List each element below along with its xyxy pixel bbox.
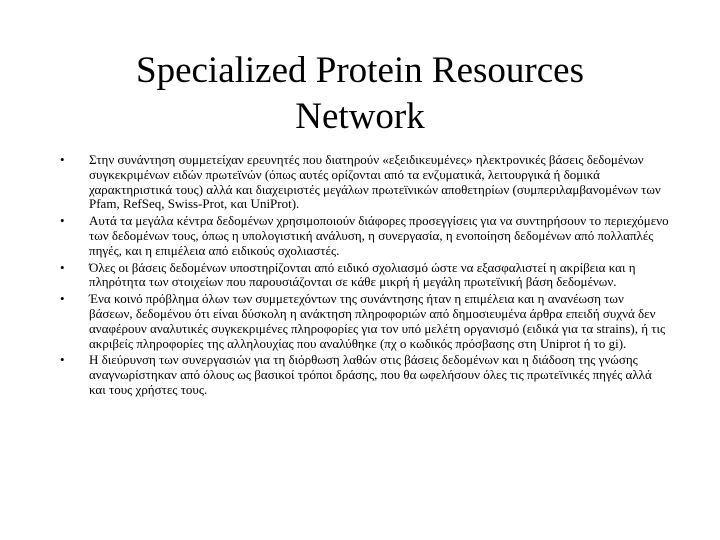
bullet-item-4: [60, 292, 670, 351]
bullet-list: [60, 153, 670, 400]
slide-title-line-1: Specialized Protein Resources: [136, 50, 584, 91]
bullet-item-1: [60, 153, 670, 212]
bullet-marker: •: [60, 291, 65, 307]
bullet-text-1: Στην συνάντηση συμμετείχαν ερευνητές που διατηρούν «εξειδικευμένες» ηλεκτρονικές βάσεις δεδομένων συγκεκριμένων ειδών πρωτεϊνών (όπως αυτές ορίζονται από τα ενζυματικά, λειτουργικά ή δομικά χαρακτηριστικά τους) αλλά και διαχειριστές μεγάλων πρωτεϊνικών αποθετηρίων (συμπεριλαμβανομένων των Pfam, RefSeq, Swiss-Prot, και UniProt).: [89, 152, 661, 212]
bullet-item-2: [60, 214, 670, 258]
bullet-marker: •: [60, 259, 65, 275]
bullet-marker: •: [60, 213, 65, 229]
slide-title-line-2: Network: [295, 96, 425, 137]
bullet-marker: •: [60, 152, 65, 167]
bullet-item-5: [60, 353, 670, 397]
bullet-text-3: Όλες οι βάσεις δεδομένων υποστηρίζονται από ειδικό σχολιασμό ώστε να εξασφαλιστεί η ακρίβεια και η πληρότητα των στοιχείων που παρουσιάζονται σε κάθε μικρή ή μεγάλη πρωτεϊνική βάση δεδομένων.: [89, 259, 636, 290]
bullet-text-4: Ένα κοινό πρόβλημα όλων των συμμετεχόντων της συνάντησης ήταν η επιμέλεια και η ανανέωση των βάσεων, δεδομένου ότι είναι δύσκολη η ανάκτηση πληροφοριών από δημοσιευμένα άρθρα επειδή συχνά δεν αναφέρουν αναλυτικές συγκεκριμένες πληροφορίες για τον υπό μελέτη οργανισμό (ειδικά για τα strains), ή τις ακριβείς πληροφορίες της αλληλουχίας που αναλύθηκε (πχ ο κωδικός πρόσβασης στη Uniprot ή το gi).: [89, 291, 666, 351]
slide-title: [60, 48, 660, 140]
bullet-text-2: Αυτά τα μεγάλα κέντρα δεδομένων χρησιμοποιούν διάφορες προσεγγίσεις για να συντηρήσουν το περιεχόμενο των δεδομένων τους, όπως η υπολογιστική ανάλυση, η συνεργασία, η ενοποίηση δεδομένων από πολλαπλές πηγές, και η επιμέλεια από ειδικούς σχολιαστές.: [89, 213, 669, 258]
bullet-item-3: [60, 261, 670, 291]
bullet-text-5: Η διεύρυνση των συνεργασιών για τη διόρθωση λαθών στις βάσεις δεδομένων και η διάδοση της γνώσης αναγνωρίστηκαν από όλους ως βασικοί τρόποι δράσης, που θα ωφελήσουν όλες τις πρωτεϊνικές πηγές αλλά και τους χρήστες τους.: [89, 352, 652, 397]
bullet-marker: •: [60, 352, 65, 368]
